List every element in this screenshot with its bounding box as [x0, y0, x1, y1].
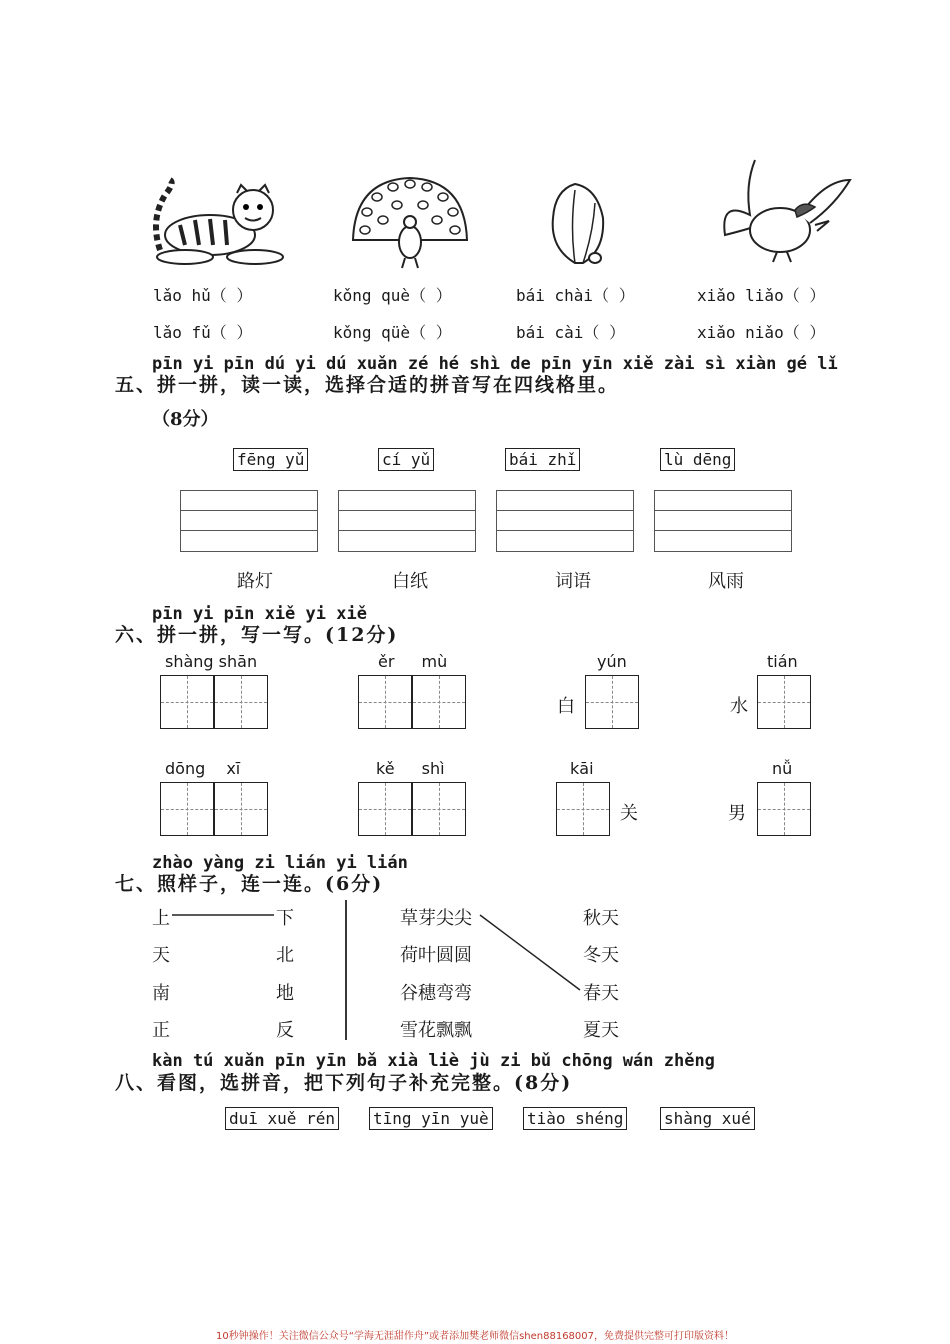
writing-grid[interactable] — [358, 782, 412, 836]
writing-grid[interactable] — [585, 675, 639, 729]
pinyin-choice: cí yǔ — [378, 448, 434, 471]
pinyin-label: shàng shān — [165, 652, 258, 671]
pinyin-choice: tiào shéng — [523, 1107, 627, 1130]
pinyin-choice: shàng xué — [660, 1107, 755, 1130]
pinyin-option: xiǎo niǎo（ ） — [697, 323, 826, 342]
pinyin-option: bái cài（ ） — [516, 323, 626, 342]
tiger-picture — [145, 175, 285, 270]
pinyin-choice: tīng yīn yuè — [369, 1107, 493, 1130]
section-pinyin: zhào yàng zi lián yi lián — [152, 853, 408, 873]
match-phrase[interactable]: 谷穗弯弯 — [400, 983, 472, 1004]
match-season[interactable]: 秋天 — [583, 908, 619, 929]
given-character: 关 — [620, 803, 638, 824]
match-word[interactable]: 南 — [152, 983, 170, 1004]
bird-picture — [715, 155, 855, 265]
pinyin-label: kě shì — [376, 759, 445, 778]
writing-grid[interactable] — [412, 675, 466, 729]
pinyin-option: kǒng qüè（ ） — [333, 323, 452, 342]
match-word[interactable]: 正 — [152, 1020, 170, 1041]
section-title: 五、拼一拼，读一读，选择合适的拼音写在四线格里。 — [115, 374, 620, 396]
writing-grid[interactable] — [358, 675, 412, 729]
writing-grid[interactable] — [214, 675, 268, 729]
section-title: 八、看图，选拼音，把下列句子补充完整。(8分) — [115, 1072, 573, 1094]
section-pinyin: pīn yi pīn dú yi dú xuǎn zé hé shì de pīn yīn xiě zài sì xiàn gé lǐ — [152, 354, 838, 374]
match-season[interactable]: 冬天 — [583, 945, 619, 966]
pinyin-option: xiǎo liǎo（ ） — [697, 286, 826, 305]
writing-grid[interactable] — [160, 782, 214, 836]
cabbage-picture — [545, 178, 610, 268]
pinyin-label: yún — [597, 652, 627, 671]
pinyin-option: lǎo fǔ（ ） — [153, 323, 253, 342]
four-line-grid[interactable] — [180, 490, 318, 552]
pinyin-label: ěr mù — [378, 652, 448, 671]
footer-note: 10秒钟操作！关注微信公众号“学海无涯甜作舟”或者添加樊老师微信shen88168007，免费提供完整可打印版资料！ — [215, 1331, 735, 1342]
pinyin-label: kāi — [570, 759, 594, 778]
example-connector — [480, 915, 580, 990]
match-word[interactable]: 天 — [152, 945, 170, 966]
pinyin-choice: bái zhǐ — [505, 448, 580, 471]
match-word[interactable]: 上 — [152, 908, 170, 929]
pinyin-choice: fēng yǔ — [233, 448, 308, 471]
section-pinyin: kàn tú xuǎn pīn yīn bǎ xià liè jù zi bǔ chōng wán zhěng — [152, 1051, 715, 1071]
four-line-grid[interactable] — [496, 490, 634, 552]
pinyin-option: lǎo hǔ（ ） — [153, 286, 253, 305]
section-title: 七、照样子，连一连。(6分) — [115, 873, 384, 895]
writing-grid[interactable] — [757, 782, 811, 836]
given-character: 白 — [557, 696, 575, 717]
match-word[interactable]: 下 — [276, 908, 294, 929]
writing-grid[interactable] — [412, 782, 466, 836]
chinese-word: 白纸 — [392, 571, 428, 592]
section-pinyin: pīn yi pīn xiě yi xiě — [152, 604, 367, 624]
four-line-grid[interactable] — [654, 490, 792, 552]
four-line-grid[interactable] — [338, 490, 476, 552]
chinese-word: 路灯 — [237, 571, 273, 592]
chinese-word: 风雨 — [708, 571, 744, 592]
pinyin-option: kǒng què（ ） — [333, 286, 452, 305]
match-phrase[interactable]: 荷叶圆圆 — [400, 945, 472, 966]
pinyin-label: dōng xī — [165, 759, 241, 778]
pinyin-label: nǚ — [772, 759, 793, 778]
given-character: 男 — [728, 803, 746, 824]
writing-grid[interactable] — [556, 782, 610, 836]
writing-grid[interactable] — [757, 675, 811, 729]
pinyin-option: bái chài（ ） — [516, 286, 635, 305]
writing-grid[interactable] — [160, 675, 214, 729]
pinyin-label: tián — [767, 652, 798, 671]
match-word[interactable]: 地 — [276, 983, 294, 1004]
match-phrase[interactable]: 雪花飘飘 — [400, 1020, 472, 1041]
peacock-picture — [345, 170, 475, 270]
given-character: 水 — [730, 696, 748, 717]
match-season[interactable]: 春天 — [583, 983, 619, 1004]
pinyin-choice: duī xuě rén — [225, 1107, 339, 1130]
match-phrase[interactable]: 草芽尖尖 — [400, 908, 472, 929]
section-score: （8分） — [152, 409, 219, 430]
match-word[interactable]: 北 — [276, 945, 294, 966]
pinyin-choice: lù dēng — [660, 448, 735, 471]
match-season[interactable]: 夏天 — [583, 1020, 619, 1041]
match-word[interactable]: 反 — [276, 1020, 294, 1041]
section-title: 六、拼一拼，写一写。(12分) — [115, 624, 399, 646]
chinese-word: 词语 — [555, 571, 591, 592]
writing-grid[interactable] — [214, 782, 268, 836]
